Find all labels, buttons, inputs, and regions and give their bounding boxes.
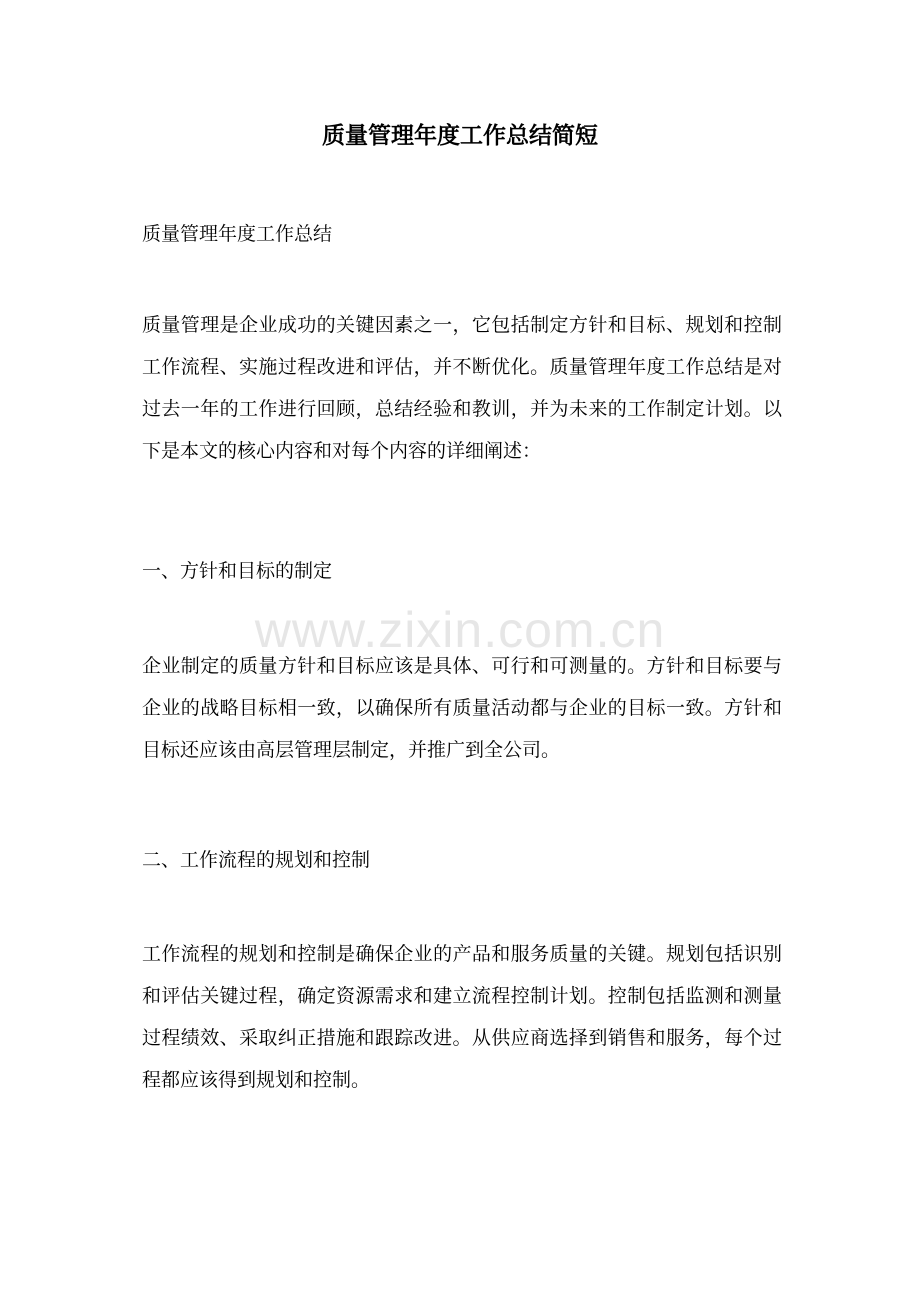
section-heading: 一、方针和目标的制定	[142, 560, 333, 582]
document-subtitle: 质量管理年度工作总结	[142, 223, 333, 245]
intro-paragraph: 质量管理是企业成功的关键因素之一，它包括制定方针和目标、规划和控制工作流程、实施过程改进和评估，并不断优化。质量管理年度工作总结是对过去一年的工作进行回顾，总结经验和教训，并为未来的工作制定计划。以下是本文的核心内容和对每个内容的详细阐述：	[142, 314, 782, 462]
section-heading: 二、工作流程的规划和控制	[142, 849, 371, 871]
watermark: www.zixin.com.cn	[254, 602, 666, 658]
section-body: 企业制定的质量方针和目标应该是具体、可行和可测量的。方针和目标要与企业的战略目标相一致，以确保所有质量活动都与企业的目标一致。方针和目标还应该由高层管理层制定，并推广到全公司。	[142, 655, 782, 761]
document-title: 质量管理年度工作总结简短	[322, 122, 598, 149]
section-body: 工作流程的规划和控制是确保企业的产品和服务质量的关键。规划包括识别和评估关键过程，确定资源需求和建立流程控制计划。控制包括监测和测量过程绩效、采取纠正措施和跟踪改进。从供应商选择到销售和服务，每个过程都应该得到规划和控制。	[142, 943, 782, 1091]
